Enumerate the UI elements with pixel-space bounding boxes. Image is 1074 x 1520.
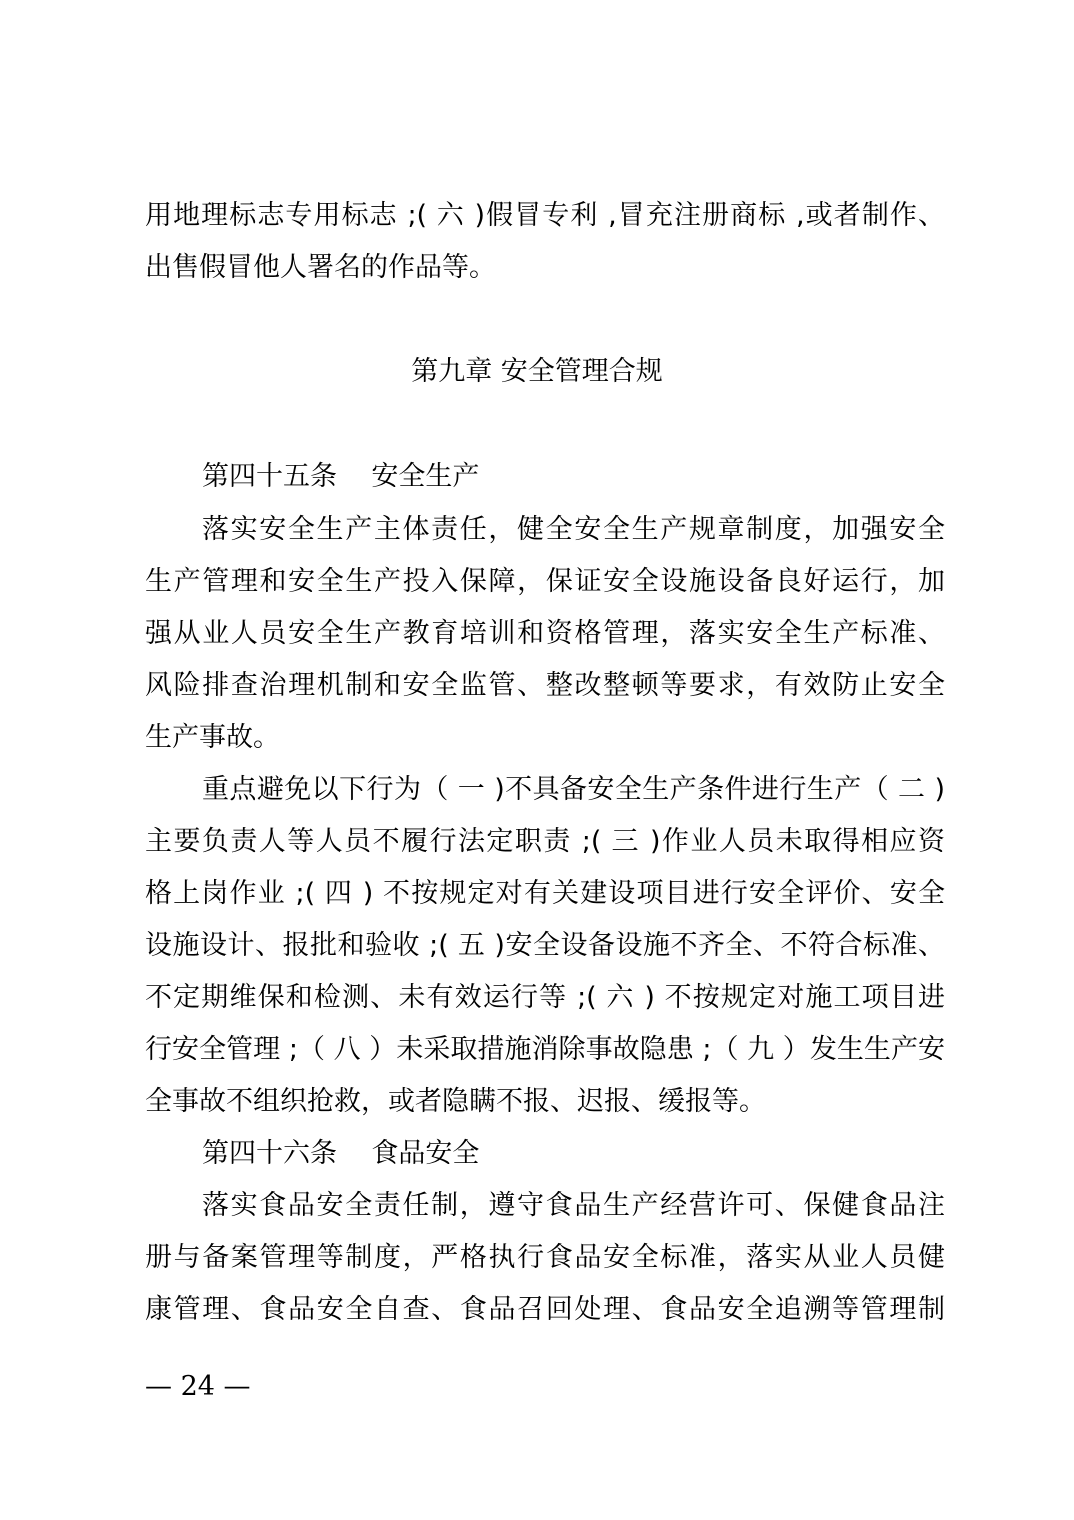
text-line: 用地理标志专用标志 ;( 六 )假冒专利 ,冒充注册商标 ,或者制作、 xyxy=(145,200,945,231)
text-line: 生产管理和安全生产投入保障，保证安全设施设备良好运行，加 xyxy=(145,566,945,597)
text-line: 强从业人员安全生产教育培训和资格管理，落实安全生产标准、 xyxy=(145,618,945,649)
page-number: — 24 — xyxy=(145,1371,251,1402)
text-line: 行安全管理 ;（ 八 ）未采取措施消除事故隐患 ;（ 九 ）发生生产安 xyxy=(145,1034,945,1065)
text-line: 册与备案管理等制度，严格执行食品安全标准，落实从业人员健 xyxy=(145,1242,945,1273)
text-line: 重点避免以下行为（ 一 )不具备安全生产条件进行生产（ 二 ) xyxy=(202,774,945,805)
text-line: 不定期维保和检测、未有效运行等 ;( 六 ) 不按规定对施工项目进 xyxy=(145,982,945,1013)
text-line: 生产事故。 xyxy=(145,722,280,753)
text-line: 落实安全生产主体责任，健全安全生产规章制度，加强安全 xyxy=(202,514,945,545)
text-line: 格上岗作业 ;( 四 ) 不按规定对有关建设项目进行安全评价、安全 xyxy=(145,878,945,909)
article-title: 第四十五条 安全生产 xyxy=(202,461,480,492)
text-line: 落实食品安全责任制，遵守食品生产经营许可、保健食品注 xyxy=(202,1190,945,1221)
article-title: 第四十六条 食品安全 xyxy=(202,1138,480,1169)
text-line: 出售假冒他人署名的作品等。 xyxy=(145,252,496,283)
text-line: 风险排查治理机制和安全监管、整改整顿等要求，有效防止安全 xyxy=(145,670,945,701)
chapter-title: 第九章 安全管理合规 xyxy=(411,356,663,387)
text-line: 设施设计、报批和验收 ;( 五 )安全设备设施不齐全、不符合标准、 xyxy=(145,930,945,961)
text-line: 全事故不组织抢救，或者隐瞒不报、迟报、缓报等。 xyxy=(145,1086,766,1117)
text-line: 康管理、食品安全自查、食品召回处理、食品安全追溯等管理制 xyxy=(145,1294,945,1325)
text-line: 主要负责人等人员不履行法定职责 ;( 三 )作业人员未取得相应资 xyxy=(145,826,945,857)
